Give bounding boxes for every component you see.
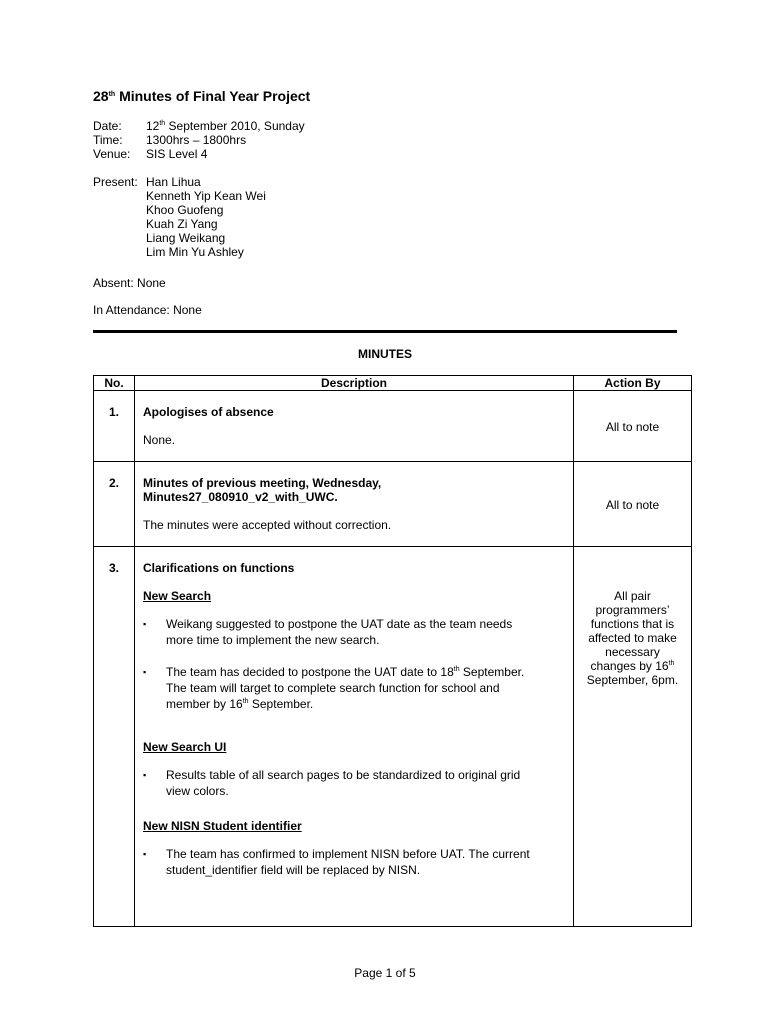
header-action-by: Action By: [574, 376, 692, 391]
bullet-text: Results table of all search pages to be standardized to original grid: [166, 768, 521, 782]
bullet-marker: ▪: [143, 667, 147, 677]
section-heading-new-search: New Search: [143, 589, 212, 603]
header-no: No.: [94, 376, 135, 391]
row-action-by: [574, 547, 692, 927]
present-name: Lim Min Yu Ashley: [146, 245, 244, 259]
action-line: functions that is: [590, 617, 675, 631]
section-divider: [93, 330, 677, 333]
header-description: Description: [135, 376, 574, 391]
item-title-line: Minutes of previous meeting, Wednesday,: [143, 476, 382, 490]
present-label: Present:: [93, 175, 138, 189]
bullet-text: member by 16th September.: [166, 697, 314, 711]
document-title: 28th Minutes of Final Year Project: [93, 88, 311, 104]
table-row: [94, 547, 692, 927]
row-number: 2.: [94, 462, 135, 547]
time-label: Time:: [93, 133, 123, 147]
bullet-text: The team will target to complete search function for school and: [166, 681, 500, 695]
action-line: All pair: [614, 589, 651, 603]
bullet-text: student_identifier field will be replaced by NISN.: [166, 863, 421, 877]
row-description: [135, 462, 574, 547]
present-name: Khoo Guofeng: [146, 203, 224, 217]
venue-value: SIS Level 4: [146, 147, 208, 161]
present-name: Han Lihua: [146, 175, 201, 189]
action-line: necessary: [605, 645, 660, 659]
table-row: [94, 462, 692, 547]
date-value: 12th September 2010, Sunday: [146, 119, 305, 133]
action-line: affected to make: [588, 631, 677, 645]
section-heading-nisn: New NISN Student identifier: [143, 819, 302, 833]
item-body: The minutes were accepted without correction.: [143, 518, 392, 532]
bullet-text: The team has confirmed to implement NISN before UAT. The current: [166, 847, 530, 861]
bullet-marker: ▪: [143, 619, 147, 629]
row-description: [135, 547, 574, 927]
item-title-line: Minutes27_080910_v2_with_UWC.: [143, 490, 338, 504]
row-action-by: All to note: [574, 462, 692, 547]
bullet-text: The team has decided to postpone the UAT date to 18th September.: [166, 665, 525, 679]
present-name: Kenneth Yip Kean Wei: [146, 189, 266, 203]
venue-label: Venue:: [93, 147, 131, 161]
minutes-table: [93, 375, 692, 927]
date-label: Date:: [93, 119, 122, 133]
row-number: 1.: [94, 391, 135, 462]
bullet-text: Weikang suggested to postpone the UAT date as the team needs: [166, 617, 513, 631]
action-line: programmers’: [595, 603, 670, 617]
list-item: [143, 616, 565, 648]
row-description: [135, 391, 574, 462]
bullet-text: more time to implement the new search.: [166, 633, 380, 647]
item-title: Clarifications on functions: [143, 561, 295, 575]
action-line: September, 6pm.: [586, 673, 679, 687]
table-row: [94, 391, 692, 462]
item-body: None.: [143, 433, 176, 447]
table-header-row: [94, 376, 692, 391]
row-number: 3.: [94, 547, 135, 927]
list-item: [143, 767, 565, 799]
list-item: [143, 664, 565, 712]
present-name: Kuah Zi Yang: [146, 217, 218, 231]
list-item: [143, 846, 565, 878]
section-heading-new-search-ui: New Search UI: [143, 740, 227, 754]
action-line: changes by 16th: [590, 659, 675, 673]
item-title: Apologises of absence: [143, 405, 274, 419]
absent-line: Absent: None: [93, 276, 166, 290]
minutes-heading: MINUTES: [358, 347, 412, 361]
present-name: Liang Weikang: [146, 231, 226, 245]
bullet-marker: ▪: [143, 849, 147, 859]
time-value: 1300hrs – 1800hrs: [146, 133, 247, 147]
bullet-text: view colors.: [166, 784, 229, 798]
in-attendance-line: In Attendance: None: [93, 303, 202, 317]
row-action-by: All to note: [574, 391, 692, 462]
page-footer: Page 1 of 5: [354, 966, 416, 980]
bullet-marker: ▪: [143, 770, 147, 780]
